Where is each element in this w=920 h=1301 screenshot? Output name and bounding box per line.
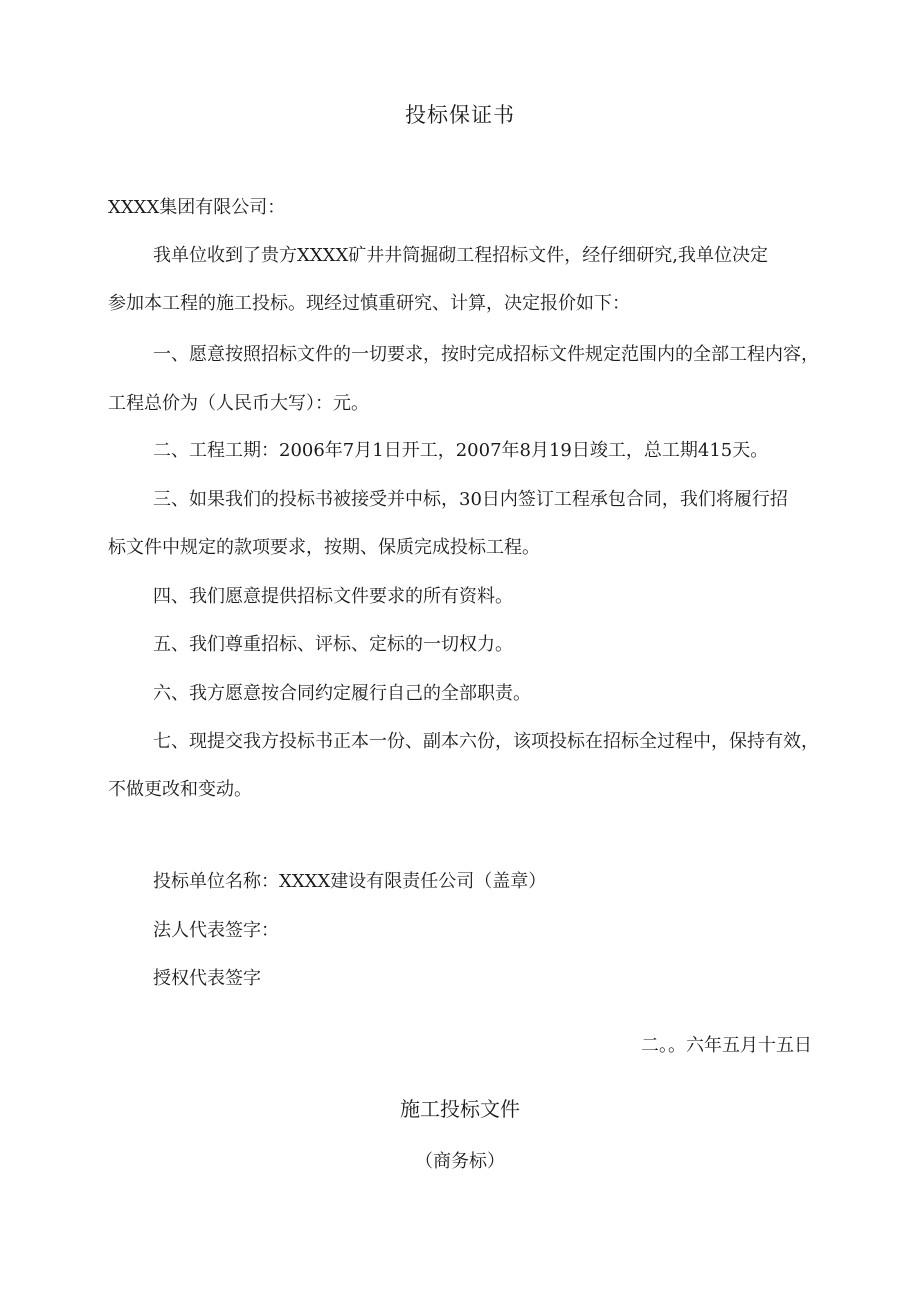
- intro-line-2: 参加本工程的施工投标。现经过慎重研究、计算，决定报价如下：: [108, 293, 630, 314]
- item-1-line-2: 工程总价为（人民币大写）：元。: [108, 393, 369, 414]
- next-section-title: 施工投标文件: [400, 1097, 520, 1121]
- item-1-line-1: 一、愿意按照招标文件的一切要求，按时完成招标文件规定范围内的全部工程内容，: [153, 344, 819, 365]
- authorized-representative-signature: 授权代表签字: [153, 968, 261, 989]
- item-5: 五、我们尊重招标、评标、定标的一切权力。: [153, 634, 513, 655]
- intro-line-1: 我单位收到了贵方XXXX矿井井筒掘砌工程招标文件，经仔细研究,我单位决定: [153, 245, 768, 266]
- document-date: 二。。六年五月十五日: [641, 1035, 812, 1056]
- document-title: 投标保证书: [405, 103, 515, 127]
- next-section-subtitle: （商务标）: [415, 1151, 505, 1172]
- bidder-name: 投标单位名称：XXXX建设有限责任公司（盖章）: [153, 871, 547, 892]
- item-2: 二、工程工期：2006年7月1日开工，2007年8月19日竣工，总工期415天。: [153, 440, 769, 461]
- item-3-line-1: 三、如果我们的投标书被接受并中标，30日内签订工程承包合同，我们将履行招: [153, 489, 788, 510]
- item-7-line-2: 不做更改和变动。: [108, 779, 252, 800]
- addressee: XXXX集团有限公司：: [108, 197, 286, 218]
- item-4: 四、我们愿意提供招标文件要求的所有资料。: [153, 586, 513, 607]
- item-6: 六、我方愿意按合同约定履行自己的全部职责。: [153, 683, 531, 704]
- legal-representative-signature: 法人代表签字：: [153, 920, 279, 941]
- item-7-line-1: 七、现提交我方投标书正本一份、副本六份，该项投标在招标全过程中，保持有效，: [153, 731, 819, 752]
- item-3-line-2: 标文件中规定的款项要求，按期、保质完成投标工程。: [108, 537, 540, 558]
